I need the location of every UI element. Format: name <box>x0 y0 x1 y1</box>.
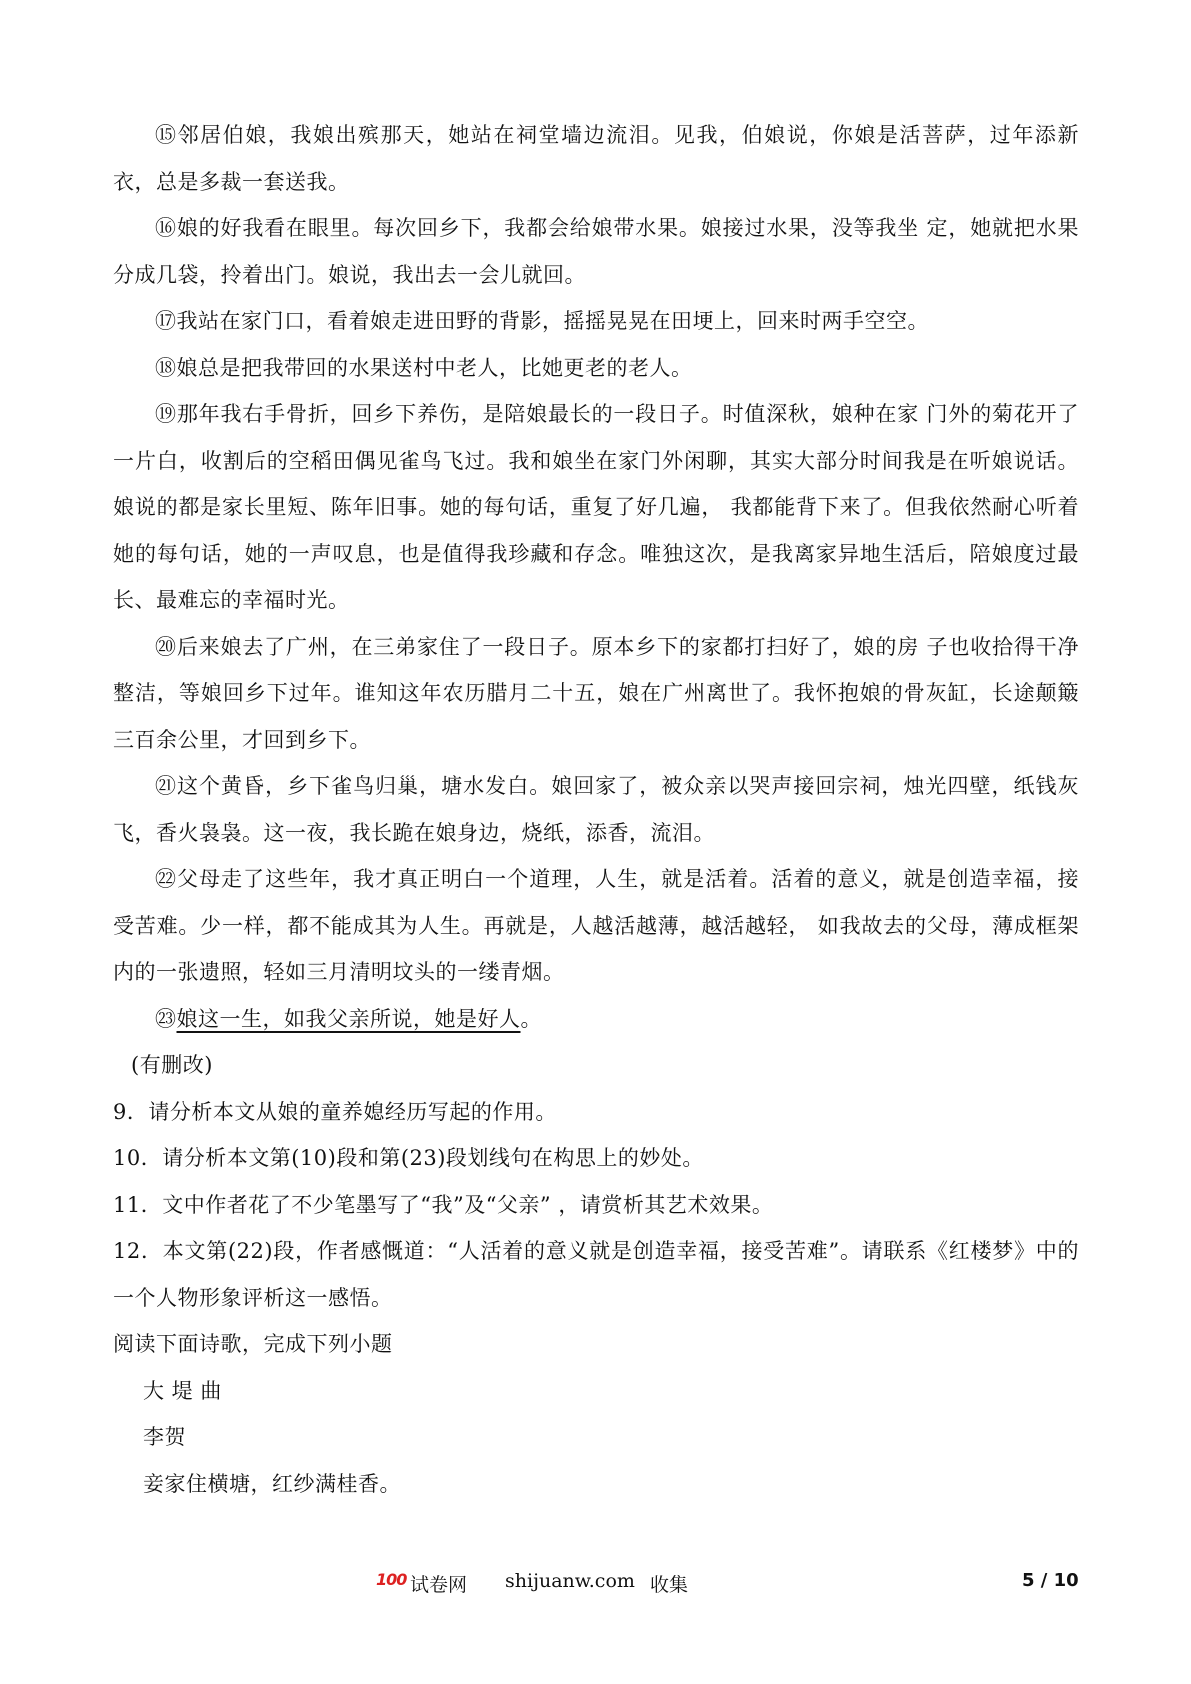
question-10: 10．请分析本文第(10)段和第(23)段划线句在构思上的妙处。 <box>113 1146 704 1170</box>
paragraph-21 <box>113 763 1079 856</box>
underlined-sentence: 娘这一生，如我父亲所说，她是好人 <box>176 1006 521 1031</box>
paragraph-text: 那年我右手骨折，回乡下养伤，是陪娘最长的一段日子。时值深秋，娘种在家 门外的菊花开了一片白，收割后的空稻田偶见雀鸟飞过。我和娘坐在家门外闲聊，其实大部分时间我是在听娘说话。娘说的都是家长里短、陈年旧事。她的每句话，重复了好几遍， 我都能背下来了。但我依然耐心听着她的每句话，她的一声叹息，也是值得我珍藏和存念。唯独这次，是我离家异地生活后，陪娘度过最长、最难忘的幸福时光。 <box>113 402 1080 612</box>
site-name: 试卷网 <box>410 1574 468 1596</box>
paragraph-20 <box>113 624 1079 764</box>
paragraph-22 <box>113 856 1079 996</box>
paragraph-text: 娘总是把我带回的水果送村中老人，比她更老的老人。 <box>176 355 693 380</box>
paragraph-number: ⑮ <box>155 123 178 147</box>
paragraph-number: ⑰ <box>155 309 177 333</box>
paragraph-text: 娘的好我看在眼里。每次回乡下，我都会给娘带水果。娘接过水果，没等我坐 定，她就把水果分成几袋，拎着出门。娘说，我出去一会儿就回。 <box>113 216 1080 287</box>
paragraph-number: ⑲ <box>155 402 177 426</box>
paragraph-number: ⑱ <box>155 355 177 380</box>
paragraph-text: 我站在家门口，看着娘走进田野的背影，摇摇晃晃在田埂上，回来时两手空空。 <box>176 309 929 333</box>
paragraph-text: 父母走了这些年，我才真正明白一个道理，人生，就是活着。活着的意义，就是创造幸福，接受苦难。少一样，都不能成其为人生。再就是，人越活越薄，越活越轻， 如我故去的父母，薄成框架内的一张遗照，轻如三月清明坟头的一缕青烟。 <box>113 867 1079 984</box>
page-footer <box>0 1570 1191 1600</box>
site-domain: shijuanw.com <box>505 1570 635 1592</box>
paragraph-number: ⑳ <box>155 634 177 659</box>
article-body <box>113 112 1079 1507</box>
paragraph-text: 这个黄昏，乡下雀鸟归巢，塘水发白。娘回家了，被众亲以哭声接回宗祠，烛光四壁，纸钱灰飞，香火袅袅。这一夜，我长跪在娘身边，烧纸，添香，流泪。 <box>113 774 1079 845</box>
poem-title: 大 堤 曲 <box>143 1378 222 1403</box>
edit-note: (有删改) <box>131 1053 213 1077</box>
paragraph-15 <box>113 112 1079 205</box>
paragraph-number: ㉓ <box>155 1006 177 1031</box>
paragraph-number: ㉑ <box>155 774 178 798</box>
paragraph-number: ㉒ <box>155 867 178 891</box>
paragraph-text: 后来娘去了广州，在三弟家住了一段日子。原本乡下的家都打扫好了，娘的房 子也收拾得干净整洁，等娘回乡下过年。谁知这年农历腊月二十五，娘在广州离世了。我怀抱娘的骨灰缸，长途颠簸三百余公里，才回到乡下。 <box>113 634 1080 752</box>
question-12: 12．本文第(22)段，作者感慨道：“人活着的意义就是创造幸福，接受苦难”。请联系《红楼梦》中的一个人物形象评析这一感悟。 <box>113 1239 1079 1310</box>
poem-line-1: 妾家住横塘，红纱满桂香。 <box>143 1471 401 1496</box>
poem-author: 李贺 <box>143 1425 186 1449</box>
paragraph-19 <box>113 391 1079 624</box>
question-11: 11．文中作者花了不少笔墨写了“我”及“父亲” ，请赏析其艺术效果。 <box>113 1192 774 1217</box>
sentence-end: 。 <box>520 1006 542 1031</box>
page-number: 5 / 10 <box>1022 1570 1079 1591</box>
paragraph-17 <box>113 298 1079 345</box>
paragraph-text: 邻居伯娘，我娘出殡那天，她站在祠堂墙边流泪。见我，伯娘说，你娘是活菩萨，过年添新衣，总是多裁一套送我。 <box>113 123 1079 194</box>
paragraph-18 <box>113 345 1079 392</box>
collect-label: 收集 <box>650 1574 689 1596</box>
paragraph-number: ⑯ <box>155 216 177 240</box>
poem-intro: 阅读下面诗歌，完成下列小题 <box>113 1332 393 1356</box>
paragraph-16 <box>113 205 1079 298</box>
paragraph-23 <box>113 996 1079 1043</box>
question-9: 9．请分析本文从娘的童养媳经历写起的作用。 <box>113 1099 557 1124</box>
site-logo-icon: 100 <box>376 1570 407 1589</box>
